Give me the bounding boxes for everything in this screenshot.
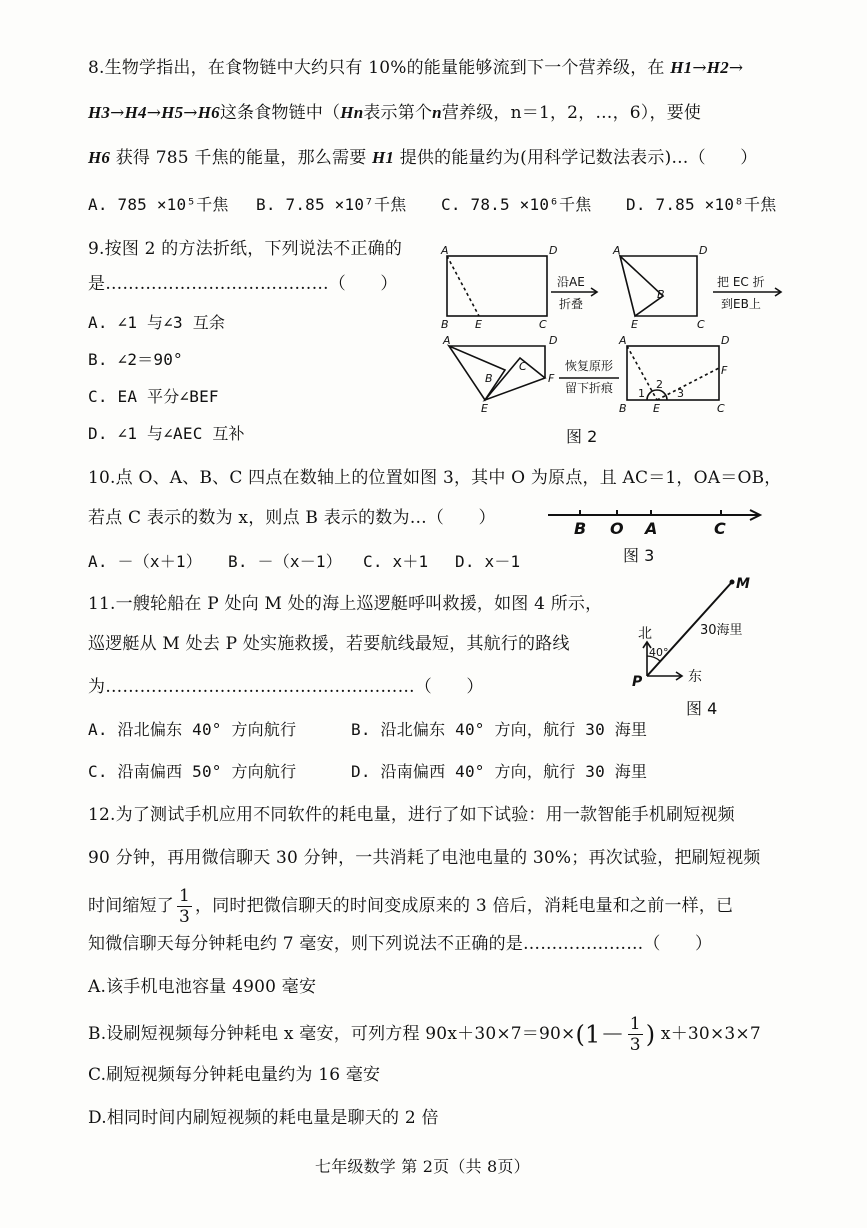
q8-option-a: A. 785 ×10⁵千焦	[88, 195, 229, 214]
fig2-panel3-fold2	[485, 358, 545, 400]
q11-line2: 巡逻艇从 M 处去 P 处实施救援，若要航线最短，其航行的路线	[88, 634, 570, 654]
q12-optb-frac-den: 3	[629, 1035, 641, 1055]
fig2-label-d3: D	[549, 334, 558, 347]
fig3-label-o: O	[610, 519, 624, 538]
q9-option-a: A. ∠1 与∠3 互余	[88, 313, 226, 332]
q10-option-b: B. －（x－1）	[228, 552, 342, 571]
fig2-panel3-rect	[449, 346, 545, 378]
fig2-label-e4: E	[653, 402, 660, 415]
fig2-label-f3: F	[548, 372, 555, 385]
q9-option-d: D. ∠1 与∠AEC 互补	[88, 424, 245, 443]
q10-option-d: D. x－1	[455, 552, 521, 571]
q12-frac-num: 1	[179, 886, 191, 906]
fig3-label-b: B	[574, 519, 587, 538]
fig2-label-a4: A	[619, 334, 627, 347]
fig2-label-c4: C	[717, 402, 725, 415]
q11-option-d: D. 沿南偏西 40° 方向，航行 30 海里	[351, 762, 648, 781]
q12-option-b	[88, 1014, 761, 1055]
q8-n: n	[432, 103, 442, 122]
q8-h3: H3	[88, 103, 111, 122]
fig2-label-e3: E	[481, 402, 488, 415]
q10-option-c: C. x＋1	[363, 552, 429, 571]
q11-option-c: C. 沿南偏西 50° 方向航行	[88, 762, 297, 781]
q11-line3: 为………………………………………………（ ）	[88, 677, 484, 697]
fig4-caption: 图 4	[686, 699, 718, 718]
q11-line1: 11.一艘轮船在 P 处向 M 处的海上巡逻艇呼叫救援，如图 4 所示，	[88, 594, 603, 614]
q12-optb-fraction	[628, 1014, 643, 1055]
fig2-step3-bottom: 留下折痕	[565, 381, 614, 395]
q8-h6: H6	[197, 103, 220, 122]
q12-line3-pre: 时间缩短了	[88, 896, 174, 916]
fig2-label-a2: A	[613, 244, 621, 257]
fig2-caption: 图 2	[566, 427, 598, 446]
q8-option-b: B. 7.85 ×10⁷千焦	[256, 195, 407, 214]
q8-text-3: 获得 785 千焦的能量，那么需要	[115, 148, 367, 168]
q12-option-d: D.相同时间内刷短视频的耗电量是聊天的 2 倍	[88, 1108, 439, 1128]
fig2-label-d2: D	[699, 244, 708, 257]
q12-optb-paren-open: (1－	[575, 1020, 625, 1049]
q8-h1: H1	[670, 58, 693, 77]
q8-text-3b: 提供的能量约为(用科学记数法表示)…（ ）	[399, 148, 758, 168]
fig2-label-b2: B	[657, 288, 665, 301]
q12-option-c: C.刷短视频每分钟耗电量约为 16 毫安	[88, 1065, 381, 1085]
page-footer: 七年级数学 第 2页（共 8页）	[315, 1157, 530, 1176]
fig2-panel2-fold	[620, 256, 663, 316]
figure-3-number-line	[540, 500, 770, 540]
q8-hn: Hn	[340, 103, 364, 122]
q12-optb-post: x＋30×3×7	[655, 1024, 761, 1044]
q9-option-b: B. ∠2＝90°	[88, 350, 183, 369]
q12-optb-pre: B.设刷短视频每分钟耗电 x 毫安，可列方程 90x＋30×7＝90×	[88, 1024, 576, 1044]
q12-line3	[88, 886, 733, 927]
q8-h4: H4	[124, 103, 147, 122]
q8-text-2b: 表示第个	[363, 103, 433, 123]
fig2-label-f4: F	[721, 364, 728, 377]
q9-line1: 9.按图 2 的方法折纸，下列说法不正确的	[88, 239, 403, 259]
q8-h6b: H6	[88, 148, 111, 167]
q8-line2: H3→H4→H5→H6这条食物链中（Hn表示第个n营养级，n＝1，2，…，6），要使	[88, 103, 702, 123]
fig2-label-d1: D	[549, 244, 558, 257]
q8-h1b: H1	[372, 148, 395, 167]
q12-fraction	[177, 886, 192, 927]
q8-h2: H2	[706, 58, 729, 77]
fig2-panel1-rect	[447, 256, 547, 316]
fig2-label-e1: E	[475, 318, 482, 331]
fig2-label-b4: B	[619, 402, 627, 415]
fig4-label-north: 北	[638, 626, 652, 642]
q8-text-1: 8.生物学指出，在食物链中大约只有 10%的能量能够流到下一个营养级，在	[88, 58, 665, 78]
fig2-label-a3: A	[443, 334, 451, 347]
fig3-label-a: A	[645, 519, 658, 538]
fig2-label-b3: B	[485, 372, 493, 385]
q8-option-d: D. 7.85 ×10⁸千焦	[626, 195, 777, 214]
q8-text-2c: 营养级，n＝1，2，…，6），要使	[441, 103, 702, 123]
fig2-label-b1: B	[441, 318, 449, 331]
fig4-label-angle: 40°	[649, 646, 669, 659]
fig2-panel3-fold1	[449, 346, 505, 400]
fig2-label-c1: C	[539, 318, 547, 331]
q8-line1: 8.生物学指出，在食物链中大约只有 10%的能量能够流到下一个营养级，在 H1→H2→	[88, 58, 744, 78]
fig2-step3-top: 恢复原形	[565, 359, 614, 373]
q12-optb-paren-close: )	[645, 1020, 656, 1049]
q9-line2: 是…………………………………（ ）	[88, 274, 398, 294]
q12-optb-frac-num: 1	[629, 1014, 641, 1034]
fig2-panel2-rect	[620, 256, 697, 316]
fig2-angle-3: 3	[677, 387, 684, 400]
fig4-point-m	[730, 580, 735, 585]
q9-option-c: C. EA 平分∠BEF	[88, 387, 219, 406]
fig4-label-m: M	[736, 576, 750, 592]
q12-line4: 知微信聊天每分钟耗电约 7 毫安，则下列说法不正确的是…………………（ ）	[88, 934, 713, 954]
q12-line2: 90 分钟，再用微信聊天 30 分钟，一共消耗了电池电量的 30%；再次试验，把刷短视频	[88, 848, 761, 868]
fig2-step1-bottom: 折叠	[559, 297, 584, 311]
fig2-label-a1: A	[441, 244, 449, 257]
fig2-step2-top: 把 EC 折	[717, 275, 765, 289]
q11-option-a: A. 沿北偏东 40° 方向航行	[88, 720, 297, 739]
fig3-caption: 图 3	[623, 546, 655, 565]
q8-h5: H5	[161, 103, 184, 122]
q10-line1: 10.点 O、A、B、C 四点在数轴上的位置如图 3，其中 O 为原点，且 AC＝1，OA＝OB，	[88, 468, 782, 488]
figure-4-bearing	[620, 572, 770, 692]
q8-option-c: C. 78.5 ×10⁶千焦	[441, 195, 592, 214]
q12-line1: 12.为了测试手机应用不同软件的耗电量，进行了如下试验：用一款智能手机刷短视频	[88, 805, 735, 825]
fig4-label-east: 东	[688, 669, 702, 685]
q10-line2: 若点 C 表示的数为 x，则点 B 表示的数为…（ ）	[88, 508, 496, 528]
fig2-step2-bottom: 到EB上	[721, 297, 761, 311]
q12-frac-den: 3	[179, 907, 191, 927]
q8-line3	[88, 146, 757, 170]
figure-2	[435, 240, 795, 425]
fig2-label-c2: C	[697, 318, 705, 331]
q12-option-a: A.该手机电池容量 4900 毫安	[88, 977, 317, 997]
q12-line3-post: ，同时把微信聊天的时间变成原来的 3 倍后，消耗电量和之前一样，已	[195, 896, 734, 916]
fig2-label-c3: C	[519, 360, 527, 373]
fig4-label-p: P	[632, 674, 643, 690]
fig2-angle-1: 1	[638, 387, 645, 400]
q10-option-a: A. －（x＋1）	[88, 552, 202, 571]
fig2-label-e2: E	[631, 318, 638, 331]
q11-option-b: B. 沿北偏东 40° 方向，航行 30 海里	[351, 720, 648, 739]
fig2-angle-2: 2	[656, 378, 663, 391]
fig3-label-c: C	[714, 519, 726, 538]
fig2-label-d4: D	[721, 334, 730, 347]
fig2-panel1-crease	[447, 256, 479, 316]
q8-text-2: 这条食物链中（	[219, 103, 341, 123]
fig4-label-distance: 30海里	[700, 623, 743, 638]
fig2-step1-top: 沿AE	[557, 275, 585, 289]
